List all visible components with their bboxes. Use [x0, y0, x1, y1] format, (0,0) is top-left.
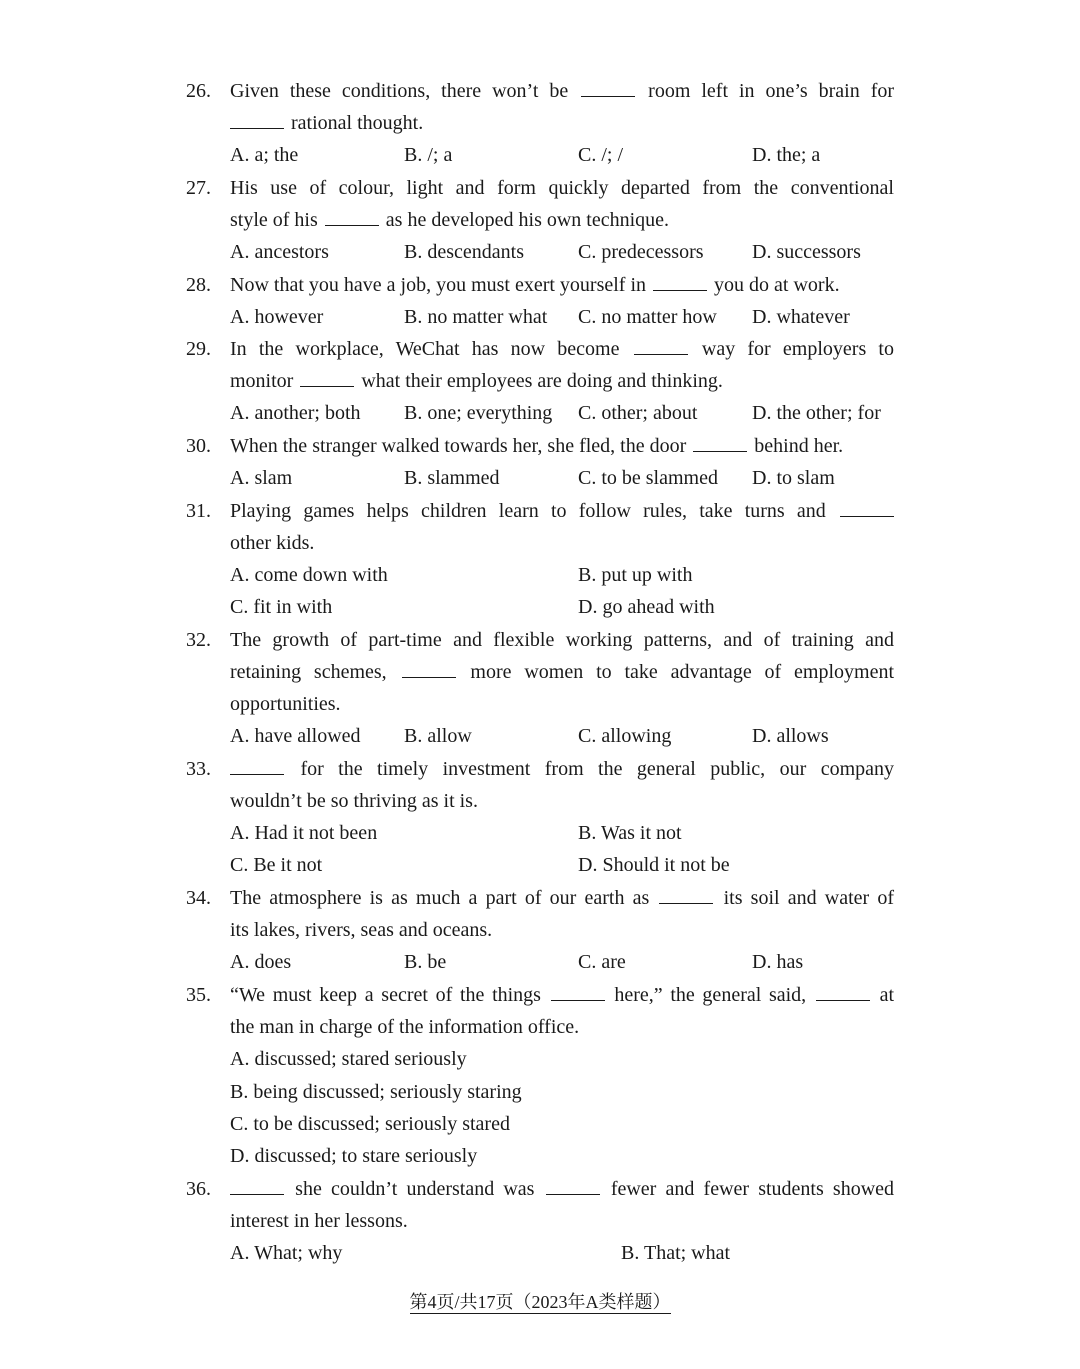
question-text: room left in one’s brain for	[648, 80, 895, 102]
question-text: When the stranger walked towards her, she fled, the door	[230, 435, 687, 457]
question-text: for the timely investment from the general public, our company	[300, 758, 895, 780]
question-text: at	[879, 984, 894, 1006]
question-26-line-1	[230, 75, 894, 107]
option-b: B. slammed	[404, 467, 500, 489]
option-d: D. discussed; to stare seriously	[230, 1145, 478, 1167]
question-text: behind her.	[754, 435, 844, 457]
option-b: B. one; everything	[404, 402, 553, 424]
question-number: 28.	[186, 274, 211, 296]
question-text: retaining schemes,	[230, 661, 387, 683]
option-a: A. What; why	[230, 1242, 343, 1264]
question-number: 33.	[186, 758, 211, 780]
option-d: D. successors	[752, 241, 861, 263]
question-35-line-2: the man in charge of the information office.	[230, 1016, 580, 1038]
option-d: D. go ahead with	[578, 596, 715, 618]
question-text: In the workplace, WeChat has now become	[230, 338, 620, 360]
option-d: D. allows	[752, 725, 829, 747]
option-c: C. allowing	[578, 725, 672, 747]
option-b: B. be	[404, 951, 447, 973]
page-footer	[0, 1288, 1080, 1316]
question-text: way for employers to	[701, 338, 894, 360]
question-29-line-1	[230, 333, 894, 365]
option-b: B. That; what	[621, 1242, 731, 1264]
option-a: A. slam	[230, 467, 293, 489]
option-a: A. discussed; stared seriously	[230, 1048, 467, 1070]
question-36-line-1	[230, 1173, 894, 1205]
question-number: 31.	[186, 500, 211, 522]
answer-blank	[546, 1174, 600, 1195]
question-33-line-2: wouldn’t be so thriving as it is.	[230, 790, 478, 812]
option-c: C. other; about	[578, 402, 698, 424]
answer-blank	[581, 76, 635, 97]
question-34-line-2: its lakes, rivers, seas and oceans.	[230, 919, 493, 941]
question-text: rational thought.	[291, 112, 424, 134]
answer-blank	[402, 657, 456, 678]
question-text: monitor	[230, 370, 294, 392]
question-36-line-2: interest in her lessons.	[230, 1210, 408, 1232]
question-text: The atmosphere is as much a part of our earth as	[230, 887, 650, 909]
option-c: C. fit in with	[230, 596, 333, 618]
option-b: B. Was it not	[578, 822, 682, 844]
option-a: A. have allowed	[230, 725, 361, 747]
option-a: A. come down with	[230, 564, 388, 586]
option-d: D. the; a	[752, 144, 821, 166]
question-32-line-3: opportunities.	[230, 693, 341, 715]
answer-blank	[693, 431, 747, 452]
question-31-line-1	[230, 495, 894, 527]
option-c: C. predecessors	[578, 241, 704, 263]
question-number: 35.	[186, 984, 211, 1006]
option-c: C. no matter how	[578, 306, 717, 328]
option-c: C. to be discussed; seriously stared	[230, 1113, 510, 1135]
question-32-line-2	[230, 656, 894, 688]
question-text: Playing games helps children learn to follow rules, take turns and	[230, 500, 826, 522]
question-number: 29.	[186, 338, 211, 360]
option-d: D. the other; for	[752, 402, 881, 424]
question-28-line-1	[230, 269, 894, 301]
question-number: 34.	[186, 887, 211, 909]
question-number: 27.	[186, 177, 211, 199]
option-a: A. Had it not been	[230, 822, 378, 844]
answer-blank	[653, 270, 707, 291]
option-c: C. to be slammed	[578, 467, 718, 489]
answer-blank	[634, 334, 688, 355]
option-d: D. to slam	[752, 467, 835, 489]
question-number: 30.	[186, 435, 211, 457]
option-c: C. /; /	[578, 144, 624, 166]
option-b: B. being discussed; seriously staring	[230, 1081, 522, 1103]
option-d: D. whatever	[752, 306, 850, 328]
question-text: more women to take advantage of employment	[470, 661, 895, 683]
option-b: B. descendants	[404, 241, 524, 263]
question-27-line-1: His use of colour, light and form quickly departed from the conventional	[230, 177, 894, 199]
question-29-line-2	[230, 365, 894, 397]
option-a: A. however	[230, 306, 324, 328]
question-35-line-1	[230, 979, 894, 1011]
option-b: B. /; a	[404, 144, 453, 166]
answer-blank	[230, 1174, 284, 1195]
option-d: D. has	[752, 951, 804, 973]
answer-blank	[659, 883, 713, 904]
answer-blank	[816, 980, 870, 1001]
question-text: its soil and water of	[723, 887, 895, 909]
option-c: C. are	[578, 951, 626, 973]
option-a: A. a; the	[230, 144, 299, 166]
option-b: B. put up with	[578, 564, 693, 586]
option-a: A. ancestors	[230, 241, 329, 263]
option-a: A. another; both	[230, 402, 361, 424]
question-31-line-2: other kids.	[230, 532, 315, 554]
question-text: here,” the general said,	[614, 984, 807, 1006]
question-text: “We must keep a secret of the things	[230, 984, 541, 1006]
answer-blank	[230, 108, 284, 129]
question-number: 32.	[186, 629, 211, 651]
option-a: A. does	[230, 951, 292, 973]
question-30-line-1	[230, 430, 894, 462]
option-d: D. Should it not be	[578, 854, 730, 876]
option-c: C. Be it not	[230, 854, 323, 876]
question-number: 26.	[186, 80, 211, 102]
option-b: B. allow	[404, 725, 472, 747]
question-32-line-1: The growth of part-time and flexible working patterns, and of training and	[230, 629, 894, 651]
question-27-line-2	[230, 204, 894, 236]
page-number-label: 第4页/共17页（2023年A类样题）	[409, 1292, 671, 1312]
answer-blank	[551, 980, 605, 1001]
question-text: style of his	[230, 209, 318, 231]
answer-blank	[300, 366, 354, 387]
answer-blank	[230, 754, 284, 775]
option-b: B. no matter what	[404, 306, 548, 328]
answer-blank	[325, 205, 379, 226]
question-text: Given these conditions, there won’t be	[230, 80, 569, 102]
question-text: what their employees are doing and thinking.	[361, 370, 723, 392]
question-34-line-1	[230, 882, 894, 914]
question-text: Now that you have a job, you must exert yourself in	[230, 274, 647, 296]
question-number: 36.	[186, 1178, 211, 1200]
question-26-line-2	[230, 107, 894, 139]
question-text: you do at work.	[714, 274, 840, 296]
question-text: as he developed his own technique.	[385, 209, 670, 231]
answer-blank	[840, 496, 894, 517]
question-33-line-1	[230, 753, 894, 785]
question-text: fewer and fewer students showed	[610, 1178, 895, 1200]
question-text: she couldn’t understand was	[295, 1178, 535, 1200]
